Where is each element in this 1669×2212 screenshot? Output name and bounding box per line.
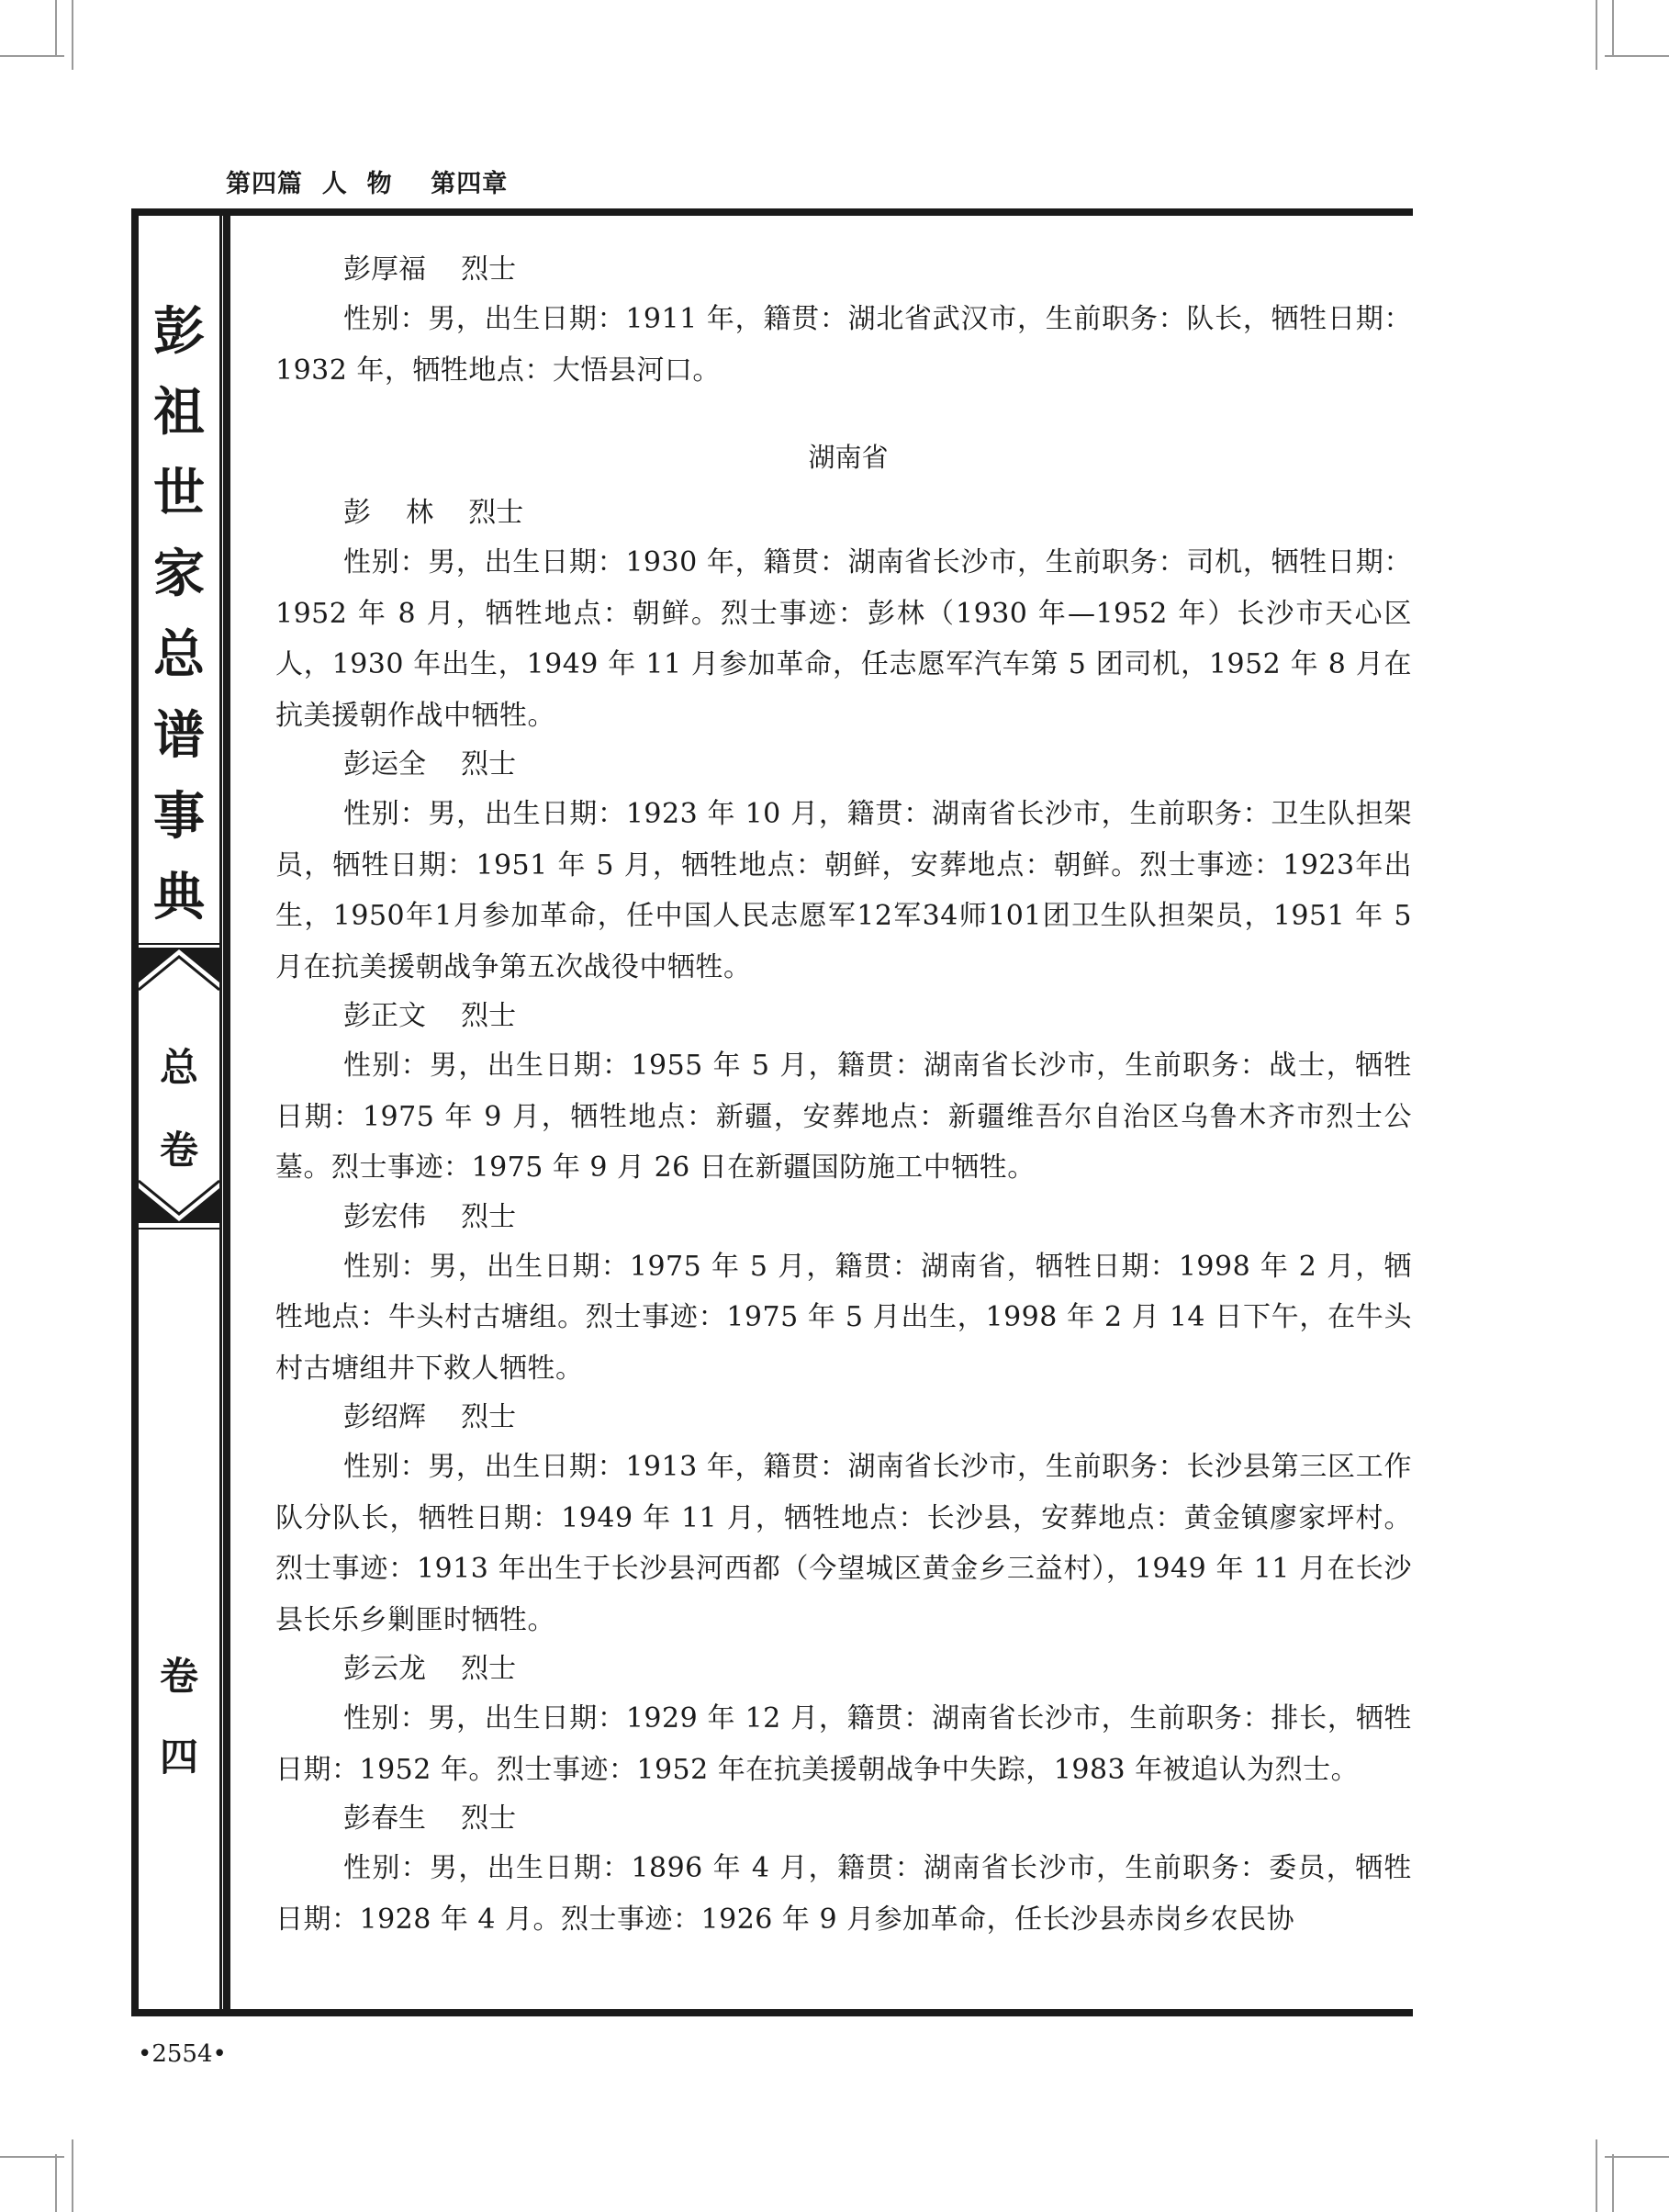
entry-name: 彭春生 烈士 <box>343 1802 517 1835</box>
spine-panel <box>131 208 230 2016</box>
title-char: 祖 <box>153 382 205 443</box>
crop-mark <box>1596 0 1597 70</box>
entry <box>275 993 1412 1194</box>
entry-text: 性别：男，出生日期：1929 年 12 月，籍贯：湖南省长沙市，生前职务：排长，牺牲日期：1952 年。烈士事迹：1952 年在抗美援朝战争中失踪，1983 年被追认为烈士。 <box>275 1702 1412 1786</box>
title-char: 彭 <box>153 301 205 362</box>
entry <box>275 1795 1412 1945</box>
title-char: 世 <box>153 463 205 523</box>
title-char: 谱 <box>153 705 205 766</box>
top-rule <box>131 208 1413 216</box>
volume-char: 卷 <box>159 1654 198 1699</box>
entry-text: 性别：男，出生日期：1911 年，籍贯：湖北省武汉市，生前职务：队长，牺牲日期：1932 年，牺牲地点：大悟县河口。 <box>275 303 1412 387</box>
main-text <box>275 246 1412 1945</box>
entry-name: 彭 林 烈士 <box>343 497 524 529</box>
entry <box>275 1645 1412 1795</box>
entry <box>275 489 1412 741</box>
entry-name: 彭宏伟 烈士 <box>343 1200 517 1233</box>
badge-char: 卷 <box>159 1128 198 1173</box>
entry-name: 彭绍辉 烈士 <box>343 1401 517 1433</box>
entry <box>275 246 1412 396</box>
entry-text: 性别：男，出生日期：1955 年 5 月，籍贯：湖南省长沙市，生前职务：战士，牺牲日期：1975 年 9 月，牺牲地点：新疆，安葬地点：新疆维吾尔自治区乌鲁木齐市烈士公墓。烈士事迹：1975 年 9 月 26 日在新疆国防施工中牺牲。 <box>275 1050 1412 1184</box>
entry-name: 彭正文 烈士 <box>343 1000 517 1032</box>
crop-mark <box>1612 0 1614 57</box>
volume-badge <box>139 948 219 1223</box>
spine-divider <box>139 1228 219 1230</box>
spine-border <box>131 208 139 2016</box>
crop-mark <box>72 2139 73 2212</box>
page-number: •2554• <box>138 2040 227 2068</box>
crop-mark <box>55 0 57 57</box>
entry-text: 性别：男，出生日期：1896 年 4 月，籍贯：湖南省长沙市，生前职务：委员，牺牲日期：1928 年 4 月。烈士事迹：1926 年 9 月参加革命，任长沙县赤岗乡农民协 <box>275 1852 1412 1936</box>
entry-text: 性别：男，出生日期：1923 年 10 月，籍贯：湖南省长沙市，生前职务：卫生队担架员，牺牲日期：1951 年 5 月，牺牲地点：朝鲜，安葬地点：朝鲜。烈士事迹：1923年出生，1950年1月参加革命，任中国人民志愿军12军34师101团卫生队担架员，1951 年 5 月在抗美援朝战争第五次战役中牺牲。 <box>275 798 1412 983</box>
crop-mark <box>1605 2156 1669 2158</box>
entry-text: 性别：男，出生日期：1930 年，籍贯：湖南省长沙市，生前职务：司机，牺牲日期：1952 年 8 月，牺牲地点：朝鲜。烈士事迹：彭林（1930 年—1952 年）长沙市天心区人，1930 年出生，1949 年 11 月参加革命，任志愿军汽车第 5 团司机，1952 年 8 月在抗美援朝作战中牺牲。 <box>275 546 1412 732</box>
title-char: 家 <box>153 544 205 604</box>
crop-mark <box>1605 55 1669 57</box>
entry <box>275 1194 1412 1395</box>
entry-name: 彭厚福 烈士 <box>343 253 517 286</box>
spine-border <box>223 208 230 2016</box>
crop-mark <box>1596 2139 1597 2212</box>
section-heading: 湖南省 <box>808 442 889 473</box>
crop-mark <box>72 0 73 70</box>
title-char: 典 <box>153 867 205 927</box>
crop-mark <box>1612 2154 1614 2212</box>
entry-text: 性别：男，出生日期：1975 年 5 月，籍贯：湖南省，牺牲日期：1998 年 2 月，牺牲地点：牛头村古塘组。烈士事迹：1975 年 5 月出生，1998 年 2 月 14 日下午，在牛头村古塘组井下救人牺牲。 <box>275 1250 1412 1385</box>
title-char: 总 <box>153 624 205 685</box>
spine-border <box>219 208 222 2016</box>
spine-divider <box>139 943 219 945</box>
crop-mark <box>55 2154 57 2212</box>
entry <box>275 741 1412 993</box>
badge-char: 总 <box>159 1045 198 1090</box>
book-title <box>139 291 219 938</box>
entry-name: 彭云龙 烈士 <box>343 1653 517 1685</box>
volume-char: 四 <box>159 1735 198 1780</box>
running-head: 第四篇 人 物 第四章 <box>226 170 509 198</box>
entry-name: 彭运全 烈士 <box>343 748 517 780</box>
entry <box>275 1394 1412 1645</box>
entry-text: 性别：男，出生日期：1913 年，籍贯：湖南省长沙市，生前职务：长沙县第三区工作队分队长，牺牲日期：1949 年 11 月，牺牲地点：长沙县，安葬地点：黄金镇廖家坪村。烈士事迹：1913 年出生于长沙县河西都（今望城区黄金乡三益村），1949 年 11 月在长沙县长乐乡剿匪时牺牲。 <box>275 1451 1412 1636</box>
volume-label <box>139 1636 219 1798</box>
title-char: 事 <box>153 786 205 847</box>
bottom-rule <box>131 2009 1413 2016</box>
